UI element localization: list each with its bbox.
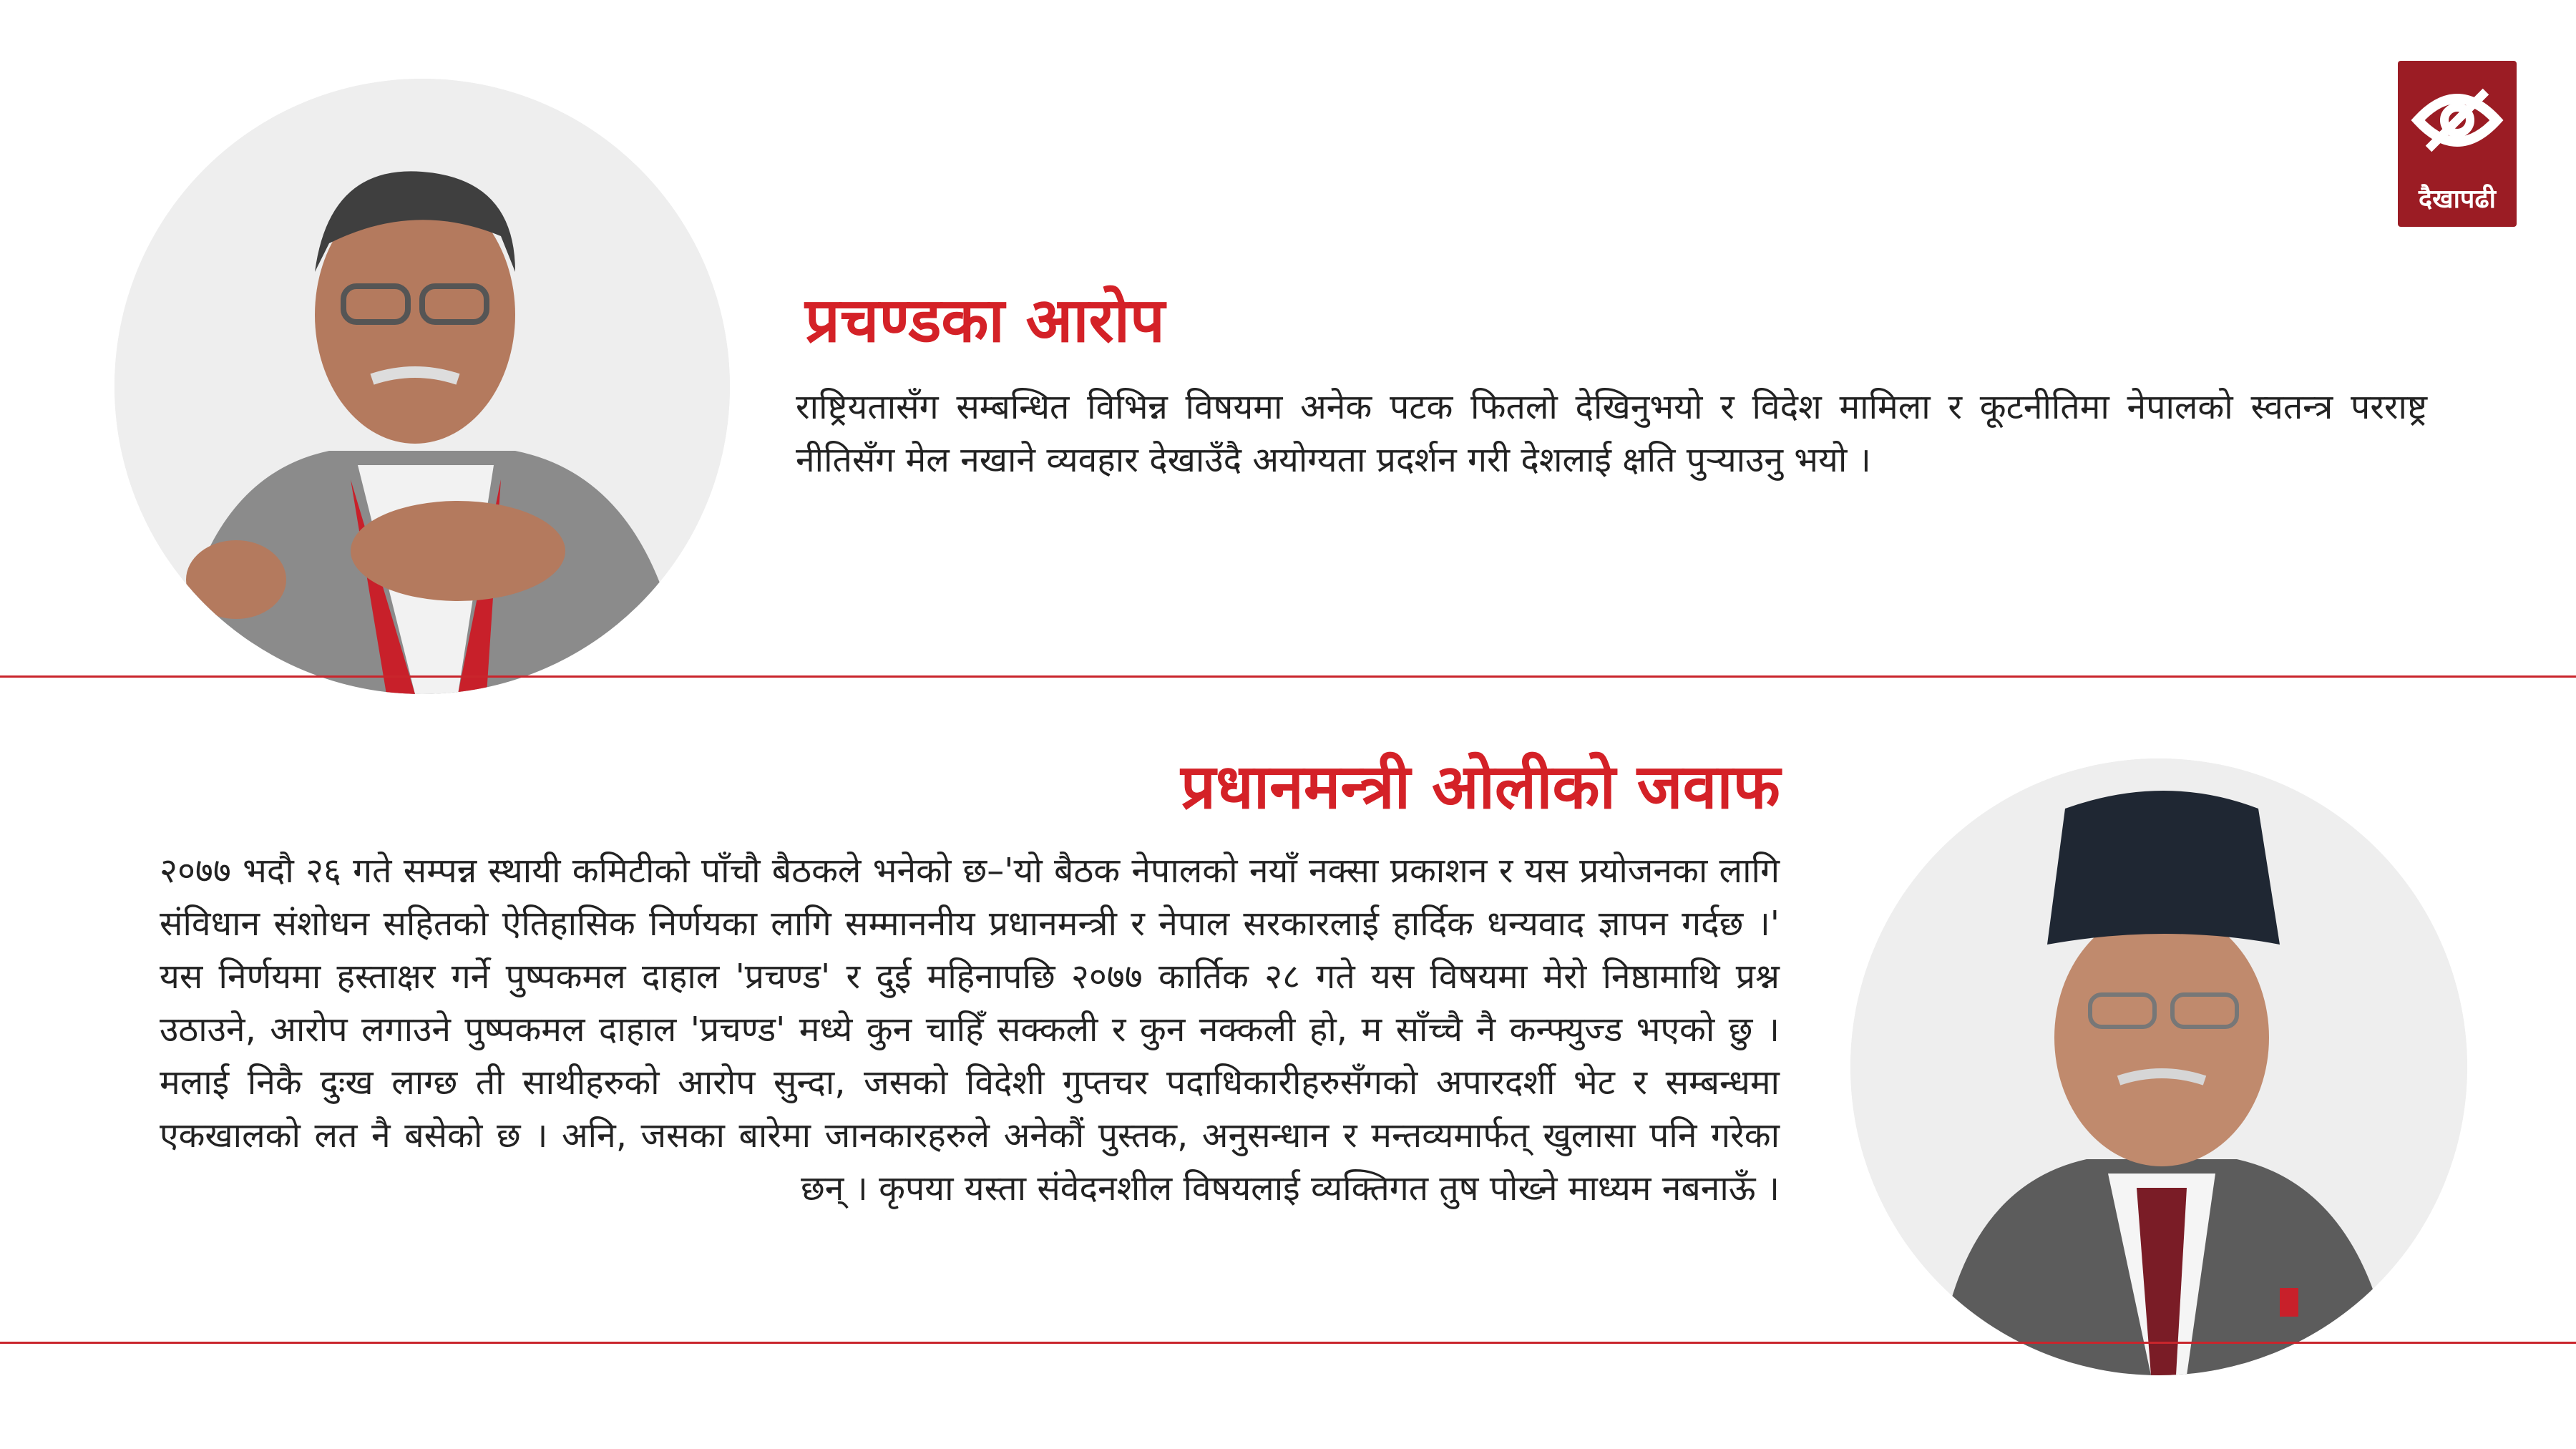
brand-logo	[2398, 61, 2517, 227]
allegation-heading: प्रचण्डका आरोप	[805, 285, 1165, 356]
response-text: २०७७ भदौ २६ गते सम्पन्न स्थायी कमिटीको पाँचौ बैठकले भनेको छ–'यो बैठक नेपालको नयाँ नक्सा प्रकाशन र यस प्रयोजनका लागि संविधान संशोधन सहितको ऐतिहासिक निर्णयका लागि सम्माननीय प्रधानमन्त्री र नेपाल सरकारलाई हार्दिक धन्यवाद ज्ञापन गर्दछ ।' यस निर्णयमा हस्ताक्षर गर्ने पुष्पकमल दाहाल 'प्रचण्ड' र दुई महिनापछि २०७७ कार्तिक २८ गते यस विषयमा मेरो निष्ठामाथि प्रश्न उठाउने, आरोप लगाउने पुष्पकमल दाहाल 'प्रचण्ड' मध्ये कुन चाहिँ सक्कली र कुन नक्कली हो, म साँच्चै नै कन्फ्युज्ड भएको छु । मलाई निकै दुःख लाग्छ ती साथीहरुको आरोप सुन्दा, जसको विदेशी गुप्तचर पदाधिकारीहरुसँगको अपारदर्शी भेट र सम्बन्धमा एकखालको लत नै बसेको छ । अनि, जसका बारेमा जानकारहरुले अनेकौं पुस्तक, अनुसन्धान र मन्तव्यमार्फत् खुलासा पनि गरेका छन् । कृपया यस्ता संवेदनशील विषयलाई व्यक्तिगत तुष पोख्ने माध्यम नबनाऊँ ।	[160, 851, 1780, 1209]
allegation-text: राष्ट्रियतासँग सम्बन्धित विभिन्न विषयमा अनेक पटक फितलो देखिनुभयो र विदेश मामिला र कूटनीतिमा नेपालको स्वतन्त्र परराष्ट्र नीतिसँग मेल नखाने व्यवहार देखाउँदै अयोग्यता प्रदर्शन गरी देशलाई क्षति पुऱ्याउनु भयो ।	[796, 387, 2427, 480]
person-photo-icon	[1850, 758, 2467, 1375]
divider-bottom	[0, 1342, 2576, 1344]
portrait-photo-bottom	[1850, 758, 2467, 1375]
response-heading: प्रधानमन्त्री ओलीको जवाफ	[1181, 751, 1780, 823]
divider-top	[0, 675, 2576, 678]
portrait-photo-top	[114, 79, 730, 694]
person-photo-icon	[114, 79, 730, 694]
eye-mark-icon	[2411, 74, 2504, 167]
brand-name: दैखापढी	[2419, 185, 2496, 214]
